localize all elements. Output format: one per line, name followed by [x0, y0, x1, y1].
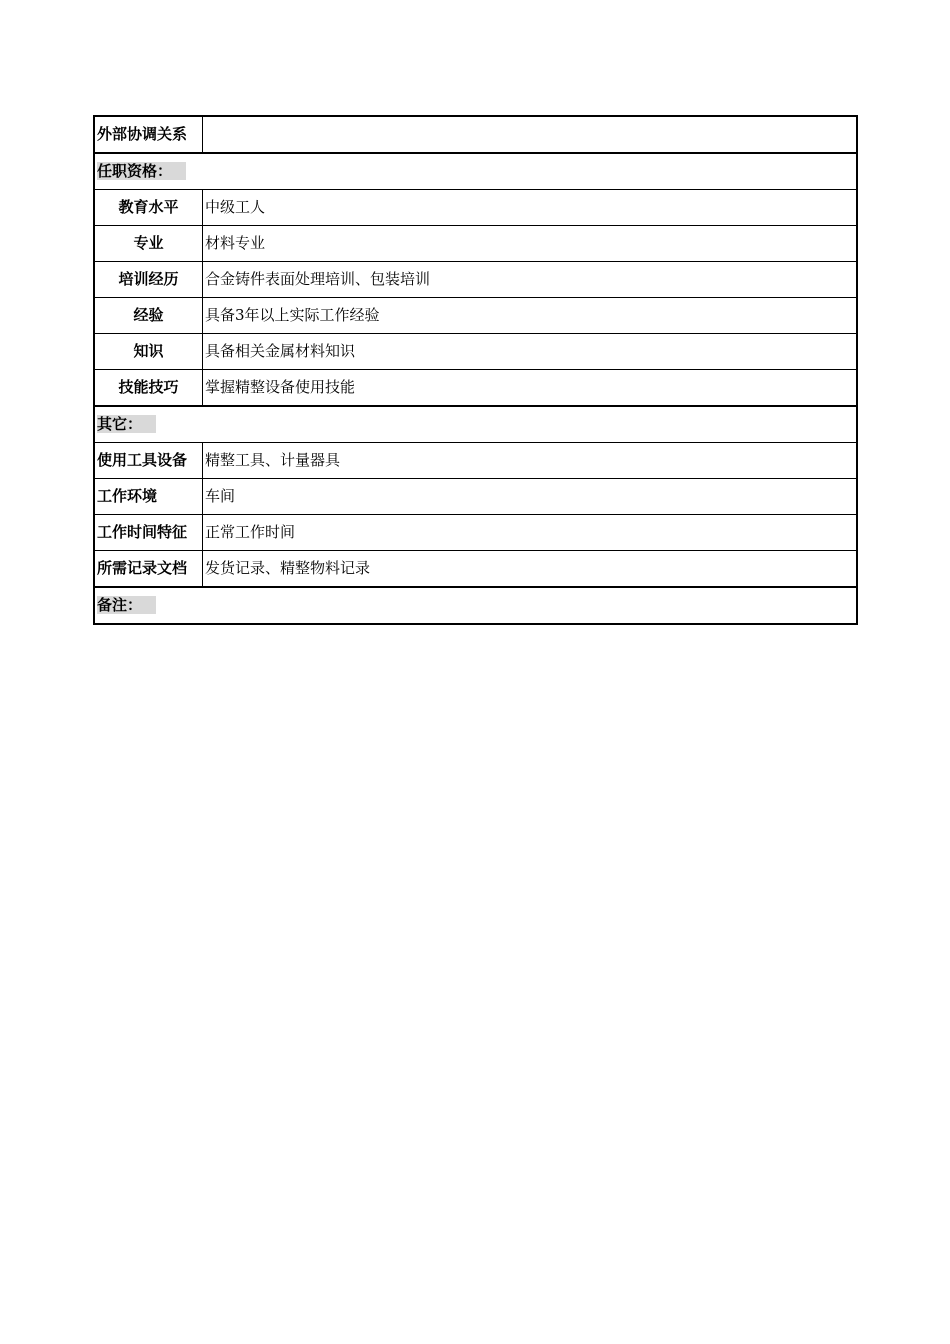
qualification-row-knowledge	[94, 334, 857, 370]
other-row-work-time	[94, 515, 857, 551]
qualification-row-major	[94, 226, 857, 262]
external-coordination-label: 外部协调关系	[94, 116, 203, 153]
tools-value: 精整工具、计量器具	[205, 451, 341, 469]
qualification-row-education	[94, 190, 857, 226]
qualification-row-experience	[94, 298, 857, 334]
qualification-row-skills	[94, 370, 857, 407]
notes-title: 备注：	[97, 596, 156, 614]
qualifications-title-cell	[94, 153, 857, 190]
other-row-tools	[94, 443, 857, 479]
knowledge-value: 具备相关金属材料知识	[205, 342, 356, 360]
other-title: 其它：	[97, 415, 156, 433]
notes-row	[94, 587, 857, 624]
external-coordination-value	[203, 116, 858, 153]
work-time-value: 正常工作时间	[205, 523, 296, 541]
other-row-documents	[94, 551, 857, 588]
documents-value: 发货记录、精整物料记录	[205, 559, 371, 577]
training-value: 合金铸件表面处理培训、包装培训	[205, 270, 431, 288]
external-coordination-row	[94, 116, 857, 153]
education-label: 教育水平	[94, 190, 203, 226]
qualifications-title: 任职资格：	[97, 162, 186, 180]
education-value: 中级工人	[205, 198, 266, 216]
qualifications-header-row	[94, 153, 857, 190]
experience-label: 经验	[94, 298, 203, 334]
environment-value: 车间	[205, 487, 236, 505]
qualification-row-training	[94, 262, 857, 298]
major-label: 专业	[94, 226, 203, 262]
experience-value: 具备3年以上实际工作经验	[205, 306, 380, 324]
other-header-row	[94, 406, 857, 443]
training-label: 培训经历	[94, 262, 203, 298]
skills-value: 掌握精整设备使用技能	[205, 378, 356, 396]
work-time-label: 工作时间特征	[94, 515, 203, 551]
environment-label: 工作环境	[94, 479, 203, 515]
skills-label: 技能技巧	[94, 370, 203, 407]
notes-title-cell	[94, 587, 857, 624]
knowledge-label: 知识	[94, 334, 203, 370]
major-value: 材料专业	[205, 234, 266, 252]
tools-label: 使用工具设备	[94, 443, 203, 479]
job-description-table	[93, 115, 858, 625]
other-title-cell	[94, 406, 857, 443]
documents-label: 所需记录文档	[94, 551, 203, 588]
other-row-environment	[94, 479, 857, 515]
